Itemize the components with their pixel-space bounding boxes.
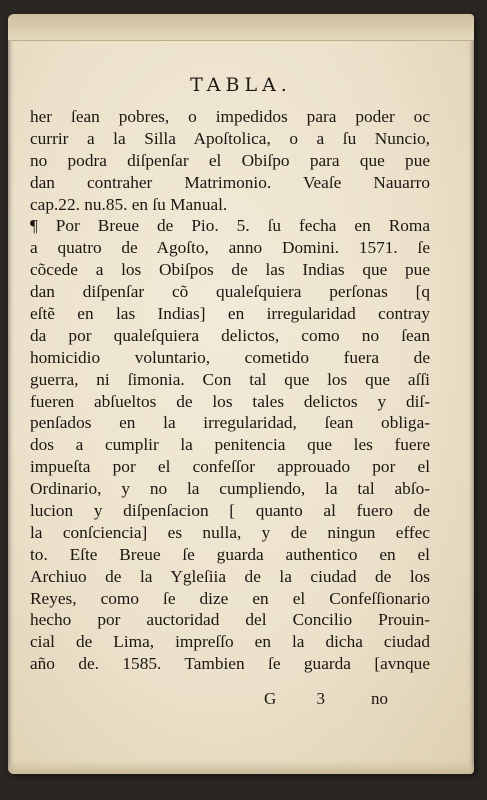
text-line: homicidio voluntario, cometido fuera de xyxy=(30,347,430,367)
page-header: TABLA. xyxy=(190,74,292,96)
text-line: dan contraher Matrimonio. Veaſe Nauarro xyxy=(30,172,430,192)
text-line: to. Eſte Breue ſe guarda authentico en el xyxy=(30,544,430,564)
text-line: cap.22. nu.85. en ſu Manual. xyxy=(30,194,228,214)
text-line: ¶ Por Breue de Pio. 5. ſu fecha en Roma xyxy=(30,216,430,236)
text-line: eſtẽ en las Indias] en irregularidad contray xyxy=(30,304,430,324)
text-line: dos a cumplir la penitencia que les fuere xyxy=(30,435,430,455)
text-line: da por qualeſquiera delictos, como no ſean xyxy=(30,325,430,345)
text-line: hecho por auctoridad del Concilio Prouin- xyxy=(30,610,430,630)
text-line: año de. 1585. Tambien ſe guarda [avnque xyxy=(30,654,430,674)
text-line: fueren abſueltos de los tales delictos y diſ- xyxy=(30,391,430,411)
text-line: a quatro de Agoſto, anno Domini. 1571. ſe xyxy=(30,238,430,258)
page-body-text xyxy=(30,106,430,675)
text-line: la conſciencia] es nulla, y de ningun effec xyxy=(30,522,430,542)
text-line: Reyes, como ſe dize en el Confeſſionario xyxy=(30,588,430,608)
text-line: impueſta por el confeſſor approuado por el xyxy=(30,457,430,477)
book-page xyxy=(8,14,474,774)
text-line: guerra, ni ſimonia. Con tal que los que aſſi xyxy=(30,369,430,389)
text-line: no podra diſpenſar el Obiſpo para que pue xyxy=(30,150,430,170)
text-line: cõcede a los Obiſpos de las Indias que pue xyxy=(30,260,430,280)
text-line: Ordinario, y no la cumpliendo, la tal abſo- xyxy=(30,479,430,499)
text-line: currir a la Silla Apoſtolica, o a ſu Nuncio, xyxy=(30,128,430,148)
text-line: lucion y diſpenſacion [ quanto al fuero de xyxy=(30,501,430,521)
catchword: no xyxy=(371,689,388,708)
text-line: dan diſpenſar cõ qualeſquiera perſonas [q xyxy=(30,282,430,302)
signature-mark: G 3 xyxy=(264,689,344,708)
text-line: cial de Lima, impreſſo en la dicha ciudad xyxy=(30,632,430,652)
text-line: her ſean pobres, o impedidos para poder oc xyxy=(30,107,430,126)
page-footer xyxy=(8,689,474,711)
text-line: penſados en la irregularidad, ſean obliga- xyxy=(30,413,430,433)
text-line: Archiuo de la Ygleſiia de la ciudad de los xyxy=(30,566,430,586)
